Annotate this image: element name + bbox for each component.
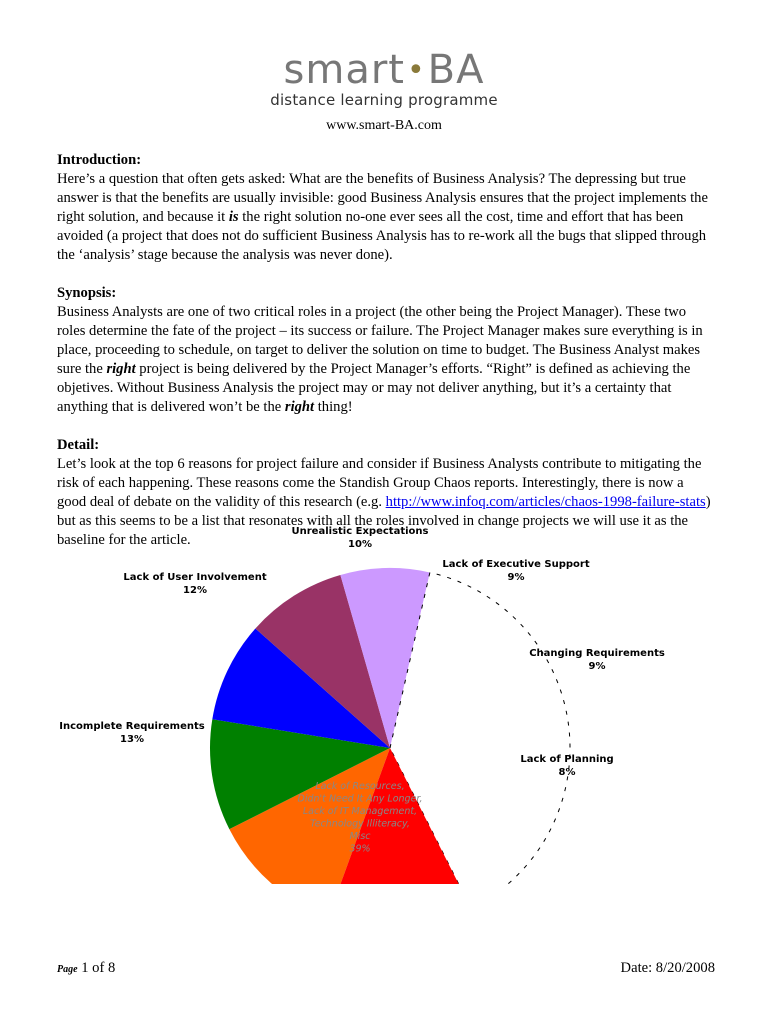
- introduction-heading: Introduction:: [57, 152, 142, 168]
- synopsis-text-2: project is being delivered by the Project Manager’s efforts. “Right” is defined as achieving the objetives. Without Business Analysis the project may or may not deliver anything, but it’s a certainty that anything that is delivered won’t be the: [57, 361, 691, 415]
- synopsis-heading: Synopsis:: [57, 285, 117, 301]
- pie-label-lack-of-planning: Lack of Planning 8%: [520, 754, 614, 778]
- synopsis-emphasis-1: right: [106, 361, 136, 377]
- pie-label-lack-of-user-involvement: Lack of User Involvement 12%: [123, 572, 267, 596]
- synopsis-paragraph: [57, 303, 715, 417]
- document-body: [57, 151, 715, 569]
- logo-dot: •: [406, 53, 426, 88]
- chaos-article-link[interactable]: http://www.infoq.com/articles/chaos-1998-failure-stats: [385, 494, 706, 510]
- footer-page-number: 1 of 8: [81, 960, 116, 976]
- logo-wordmark: [0, 48, 768, 93]
- introduction-section: [57, 151, 715, 265]
- footer-date: Date: 8/20/2008: [620, 960, 715, 976]
- footer-page-word: Page: [57, 964, 78, 975]
- site-url: www.smart-BA.com: [326, 118, 442, 133]
- project-failure-pie-chart: [30, 524, 750, 884]
- page-footer: [57, 960, 715, 977]
- pie-label-incomplete-requirements: Incomplete Requirements 13%: [59, 721, 205, 745]
- introduction-paragraph: [57, 170, 715, 265]
- synopsis-text-1: Business Analysts are one of two critical roles in a project (the other being the Project Manager). These two roles determine the fate of the project – its success or failure. The Project Manager makes sure everything is in place, proceeding to schedule, on target to deliver the solution on time to budget. The Business Analyst makes sure the: [57, 304, 703, 377]
- introduction-text-2: the right solution no-one ever sees all the cost, time and effort that has been avoided (a project that does not do sufficient Business Analysis has to re-work all the bugs that slipped through the ‘analysis’ stage because the analysis was never done).: [57, 209, 707, 263]
- detail-text-1: Let’s look at the top 6 reasons for project failure and consider if Business Analysts contribute to mitigating the risk of each happening. These reasons come the Standish Group Chaos reports. Interestingly, there is now a good deal of debate on the validity of this research (e.g.: [57, 456, 702, 510]
- synopsis-section: [57, 284, 715, 417]
- pie-label-lack-of-executive-support: Lack of Executive Support 9%: [442, 559, 590, 583]
- introduction-emphasis: is: [228, 209, 239, 225]
- synopsis-text-3: thing!: [314, 399, 353, 415]
- logo-tagline: distance learning programme: [270, 91, 498, 109]
- pie-label-unrealistic-expectations: Unrealistic Expectations 10%: [291, 526, 429, 550]
- smart-ba-logo: [0, 48, 768, 109]
- logo-smart: smart: [283, 47, 405, 93]
- detail-text-2: ) but as this seems to be a list that resonates with all the roles involved in change projects we will use it as the baseline for the article.: [57, 494, 711, 548]
- pie-label-lack-of-resources-didn-t-need-it-any-lon: Lack of Resources, Didn't Need It Any Longer, Lack of IT Management, Technology Illiteracy, Misc 39%: [297, 781, 423, 855]
- detail-heading: Detail:: [57, 437, 100, 453]
- introduction-text-1: Here’s a question that often gets asked: What are the benefits of Business Analysis? The depressing but true answer is that the benefits are usually invisible: good Business Analysis ensures that the project implements the right solution, and because it: [57, 171, 708, 225]
- synopsis-emphasis-2: right: [284, 399, 315, 415]
- logo-ba: BA: [427, 47, 485, 93]
- pie-label-changing-requirements: Changing Requirements 9%: [529, 648, 665, 672]
